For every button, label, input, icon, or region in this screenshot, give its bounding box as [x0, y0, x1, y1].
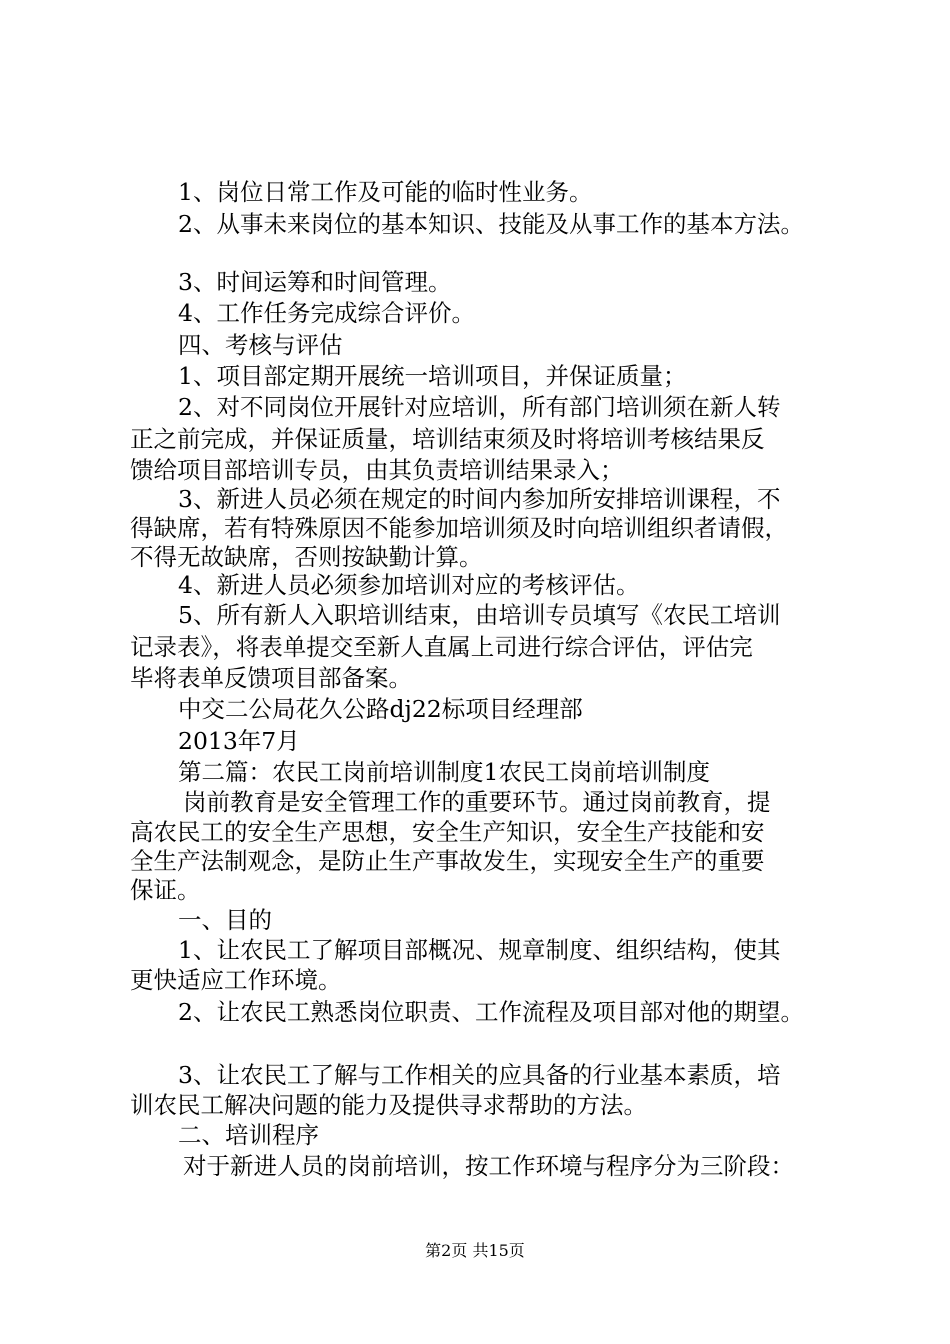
text-line: 毕将表单反馈项目部备案。 — [130, 664, 412, 692]
text-line: 对于新进人员的岗前培训，按工作环境与程序分为三阶段： — [183, 1152, 794, 1180]
text-line: 1、让农民工了解项目部概况、规章制度、组织结构，使其 — [178, 936, 781, 964]
text-line: 3、新进人员必须在规定的时间内参加所安排培训课程，不 — [178, 485, 781, 513]
text-line: 正之前完成，并保证质量，培训结束须及时将培训考核结果反 — [130, 425, 765, 453]
text-line: 4、工作任务完成综合评价。 — [178, 299, 475, 327]
text-line: 高农民工的安全生产思想，安全生产知识，安全生产技能和安 — [130, 818, 765, 846]
page-footer: 第2页 共15页 — [425, 1241, 525, 1260]
section-heading: 二、培训程序 — [178, 1121, 319, 1149]
text-line: 2、让农民工熟悉岗位职责、工作流程及项目部对他的期望。 — [178, 998, 804, 1026]
text-line: 训农民工解决问题的能力及提供寻求帮助的方法。 — [130, 1091, 647, 1119]
text-line: 保证。 — [130, 876, 201, 904]
text-line: 记录表》，将表单提交至新人直属上司进行综合评估，评估完 — [130, 633, 753, 661]
text-line: 全生产法制观念，是防止生产事故发生，实现安全生产的重要 — [130, 847, 765, 875]
section-heading: 第二篇：农民工岗前培训制度1农民工岗前培训制度 — [178, 758, 710, 786]
text-line: 3、时间运筹和时间管理。 — [178, 268, 452, 296]
text-line: 2、对不同岗位开展针对应培训，所有部门培训须在新人转 — [178, 393, 781, 421]
text-line: 4、新进人员必须参加培训对应的考核评估。 — [178, 571, 640, 599]
text-line: 1、岗位日常工作及可能的临时性业务。 — [178, 178, 593, 206]
text-line: 岗前教育是安全管理工作的重要环节。通过岗前教育，提 — [183, 788, 771, 816]
text-line: 5、所有新人入职培训结束，由培训专员填写《农民工培训 — [178, 601, 781, 629]
text-line: 馈给项目部培训专员，由其负责培训结果录入； — [130, 456, 624, 484]
section-heading: 一、目的 — [178, 906, 272, 934]
text-line: 2、从事未来岗位的基本知识、技能及从事工作的基本方法。 — [178, 210, 804, 238]
text-line: 2013年7月 — [178, 727, 300, 755]
section-heading: 四、考核与评估 — [178, 331, 343, 359]
text-line: 1、项目部定期开展统一培训项目，并保证质量； — [178, 362, 687, 390]
text-line: 3、让农民工了解与工作相关的应具备的行业基本素质，培 — [178, 1061, 781, 1089]
text-line: 得缺席，若有特殊原因不能参加培训须及时向培训组织者请假， — [130, 514, 788, 542]
text-line: 更快适应工作环境。 — [130, 966, 342, 994]
text-line: 不得无故缺席，否则按缺勤计算。 — [130, 543, 483, 571]
text-line: 中交二公局花久公路dj22标项目经理部 — [178, 695, 583, 723]
